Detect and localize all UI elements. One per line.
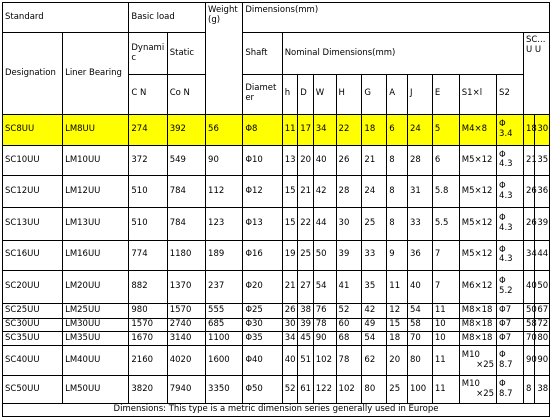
cell-K: 26 — [523, 208, 534, 240]
cell-W: 102 — [313, 345, 336, 375]
cell-h: 40 — [282, 345, 298, 375]
cell-E: 6 — [432, 145, 459, 175]
cell-A: 8 — [387, 176, 408, 208]
cell-A: 20 — [387, 345, 408, 375]
cell-A: 25 — [387, 376, 408, 404]
cell-bearing: LM30UU — [63, 318, 129, 332]
cell-static: 784 — [167, 208, 205, 240]
cell-s2-value: 4.3 — [499, 159, 513, 170]
header-col-6: J — [407, 74, 432, 114]
cell-D: 61 — [298, 376, 314, 404]
table-row — [3, 304, 550, 319]
cell-s1-length: ×25 — [476, 359, 495, 370]
cell-dynamic: 980 — [129, 304, 167, 319]
cell-shaft: Φ40 — [243, 345, 282, 375]
cell-static: 4020 — [167, 345, 205, 375]
cell-shaft: Φ25 — [243, 304, 282, 319]
cell-s1: M8×18 — [459, 304, 496, 319]
cell-W: 122 — [313, 376, 336, 404]
cell-s2-symbol: Φ — [499, 276, 506, 287]
cell-weight: 1600 — [206, 345, 243, 375]
table-row — [3, 270, 550, 303]
header-col-8: S1×l — [459, 74, 496, 114]
cell-E: 7 — [432, 270, 459, 303]
cell-G: 62 — [362, 345, 387, 375]
cell-static: 7940 — [167, 376, 205, 404]
cell-K: 50 — [523, 304, 534, 319]
cell-D: 21 — [298, 176, 314, 208]
header-liner-bearing: Liner Bearing — [63, 33, 129, 114]
cell-s2-symbol: Φ — [499, 118, 506, 129]
cell-H: 78 — [336, 345, 362, 375]
cell-L: 30 — [535, 114, 550, 145]
cell-h: 30 — [282, 318, 298, 332]
header-col-3: H — [336, 74, 362, 114]
cell-H: 30 — [336, 208, 362, 240]
cell-L: 39 — [535, 208, 550, 240]
cell-dynamic: 3820 — [129, 376, 167, 404]
cell-L: 35 — [535, 145, 550, 175]
cell-designation: SC10UU — [3, 145, 63, 175]
cell-s1: M5×12 — [459, 208, 496, 240]
cell-s1-size: M10 — [461, 379, 480, 390]
cell-W: 40 — [313, 145, 336, 175]
cell-J: 31 — [407, 176, 432, 208]
cell-K: 90 — [523, 345, 534, 375]
cell-D: 27 — [298, 270, 314, 303]
cell-L: 80 — [535, 332, 550, 346]
cell-E: 11 — [432, 304, 459, 319]
cell-shaft: Φ12 — [243, 176, 282, 208]
cell-shaft: Φ50 — [243, 376, 282, 404]
cell-shaft: Φ30 — [243, 318, 282, 332]
table-row — [3, 345, 550, 375]
cell-h: 19 — [282, 240, 298, 270]
header-standard: Standard — [3, 3, 129, 33]
cell-A: 11 — [387, 270, 408, 303]
cell-s2: Φ7 — [497, 318, 524, 332]
cell-s1: M8×18 — [459, 318, 496, 332]
cell-s2-symbol: Φ — [499, 149, 506, 160]
cell-designation: SC30UU — [3, 318, 63, 332]
cell-h: 13 — [282, 145, 298, 175]
cell-H: 26 — [336, 145, 362, 175]
cell-dynamic: 774 — [129, 240, 167, 270]
cell-D: 51 — [298, 345, 314, 375]
cell-bearing: LM12UU — [63, 176, 129, 208]
cell-K: 8 — [523, 376, 534, 404]
cell-s2-value: 4.3 — [499, 254, 513, 265]
cell-A: 8 — [387, 145, 408, 175]
table-row — [3, 176, 550, 208]
cell-h: 11 — [282, 114, 298, 145]
header-nominal-dimensions: Nominal Dimensions(mm) — [282, 33, 523, 75]
cell-shaft: Φ8 — [243, 114, 282, 145]
cell-H: 39 — [336, 240, 362, 270]
cell-h: 15 — [282, 208, 298, 240]
cell-H: 68 — [336, 332, 362, 346]
cell-h: 21 — [282, 270, 298, 303]
header-weight: Weight (g) — [206, 3, 243, 115]
cell-D: 22 — [298, 208, 314, 240]
cell-s2 — [497, 240, 524, 270]
header-static-unit: Co N — [167, 74, 205, 114]
cell-dynamic: 1670 — [129, 332, 167, 346]
cell-h: 15 — [282, 176, 298, 208]
cell-designation: SC35UU — [3, 332, 63, 346]
cell-G: 24 — [362, 176, 387, 208]
cell-L: 90 — [535, 345, 550, 375]
cell-K: 58 — [523, 318, 534, 332]
cell-s2 — [497, 345, 524, 375]
table-row — [3, 376, 550, 404]
cell-H: 60 — [336, 318, 362, 332]
cell-E: 10 — [432, 332, 459, 346]
cell-J: 28 — [407, 145, 432, 175]
cell-bearing: LM50UU — [63, 376, 129, 404]
cell-s2 — [497, 376, 524, 404]
header-shaft: Shaft — [243, 33, 282, 75]
cell-L: 72 — [535, 318, 550, 332]
cell-G: 35 — [362, 270, 387, 303]
cell-weight: 1100 — [206, 332, 243, 346]
cell-E: 11 — [432, 376, 459, 404]
cell-dynamic: 1570 — [129, 318, 167, 332]
cell-J: 24 — [407, 114, 432, 145]
header-col-5: A — [387, 74, 408, 114]
cell-G: 80 — [362, 376, 387, 404]
cell-s1: M6×12 — [459, 270, 496, 303]
cell-s2 — [497, 145, 524, 175]
cell-s2 — [497, 270, 524, 303]
cell-s2-symbol: Φ — [499, 379, 506, 390]
cell-J: 33 — [407, 208, 432, 240]
cell-A: 12 — [387, 304, 408, 319]
cell-A: 15 — [387, 318, 408, 332]
cell-s2-value: 5.2 — [499, 286, 513, 297]
table-row — [3, 318, 550, 332]
cell-D: 45 — [298, 332, 314, 346]
cell-J: 100 — [407, 376, 432, 404]
cell-W: 54 — [313, 270, 336, 303]
cell-s2 — [497, 114, 524, 145]
table-row — [3, 145, 550, 175]
cell-W: 42 — [313, 176, 336, 208]
header-col-1: D — [298, 74, 314, 114]
table-row — [3, 332, 550, 346]
cell-A: 9 — [387, 240, 408, 270]
cell-dynamic: 2160 — [129, 345, 167, 375]
cell-dynamic: 882 — [129, 270, 167, 303]
cell-H: 22 — [336, 114, 362, 145]
cell-designation: SC16UU — [3, 240, 63, 270]
cell-A: 8 — [387, 208, 408, 240]
cell-J: 40 — [407, 270, 432, 303]
cell-E: 11 — [432, 345, 459, 375]
cell-dynamic: 274 — [129, 114, 167, 145]
cell-shaft: Φ13 — [243, 208, 282, 240]
cell-h: 26 — [282, 304, 298, 319]
cell-J: 70 — [407, 332, 432, 346]
cell-static: 3140 — [167, 332, 205, 346]
cell-shaft: Φ16 — [243, 240, 282, 270]
cell-K: 18 — [523, 114, 534, 145]
cell-s2-symbol: Φ — [499, 349, 506, 360]
cell-D: 17 — [298, 114, 314, 145]
cell-K: 40 — [523, 270, 534, 303]
cell-designation: SC20UU — [3, 270, 63, 303]
cell-bearing: LM20UU — [63, 270, 129, 303]
cell-K: 21 — [523, 145, 534, 175]
cell-static: 1370 — [167, 270, 205, 303]
footer-note: Dimensions: This type is a metric dimension series generally used in Europe — [3, 404, 550, 417]
cell-L: 38 — [535, 376, 550, 404]
cell-weight: 3350 — [206, 376, 243, 404]
header-static: Static — [167, 33, 205, 75]
cell-H: 41 — [336, 270, 362, 303]
header-col-0: h — [282, 74, 298, 114]
cell-bearing: LM35UU — [63, 332, 129, 346]
cell-L: 50 — [535, 270, 550, 303]
spec-table — [2, 2, 550, 417]
cell-G: 25 — [362, 208, 387, 240]
cell-G: 18 — [362, 114, 387, 145]
cell-s1 — [459, 345, 496, 375]
cell-H: 28 — [336, 176, 362, 208]
cell-s2-value: 4.3 — [499, 223, 513, 234]
cell-s2: Φ7 — [497, 304, 524, 319]
cell-s1: M5×12 — [459, 145, 496, 175]
cell-shaft: Φ35 — [243, 332, 282, 346]
cell-W: 90 — [313, 332, 336, 346]
cell-L: 44 — [535, 240, 550, 270]
cell-s2-symbol: Φ — [499, 244, 506, 255]
cell-bearing: LM40UU — [63, 345, 129, 375]
cell-s2 — [497, 208, 524, 240]
cell-shaft: Φ10 — [243, 145, 282, 175]
cell-s2-symbol: Φ — [499, 213, 506, 224]
cell-s2-symbol: Φ — [499, 180, 506, 191]
cell-W: 76 — [313, 304, 336, 319]
cell-D: 39 — [298, 318, 314, 332]
cell-h: 52 — [282, 376, 298, 404]
cell-G: 54 — [362, 332, 387, 346]
cell-designation: SC50UU — [3, 376, 63, 404]
cell-bearing: LM25UU — [63, 304, 129, 319]
cell-designation: SC12UU — [3, 176, 63, 208]
cell-weight: 56 — [206, 114, 243, 145]
cell-s2-value: 4.3 — [499, 190, 513, 201]
cell-s2 — [497, 176, 524, 208]
cell-dynamic: 510 — [129, 208, 167, 240]
cell-E: 5 — [432, 114, 459, 145]
cell-h: 34 — [282, 332, 298, 346]
cell-D: 38 — [298, 304, 314, 319]
cell-D: 20 — [298, 145, 314, 175]
cell-s1-size: M10 — [461, 349, 480, 360]
cell-s1: M8×18 — [459, 332, 496, 346]
footer-row — [3, 404, 550, 417]
cell-s2: Φ7 — [497, 332, 524, 346]
cell-G: 49 — [362, 318, 387, 332]
cell-weight: 189 — [206, 240, 243, 270]
cell-weight: 555 — [206, 304, 243, 319]
cell-static: 392 — [167, 114, 205, 145]
cell-J: 54 — [407, 304, 432, 319]
cell-s1: M5×12 — [459, 240, 496, 270]
cell-bearing: LM8UU — [63, 114, 129, 145]
cell-designation: SC13UU — [3, 208, 63, 240]
cell-s2-value: 8.7 — [499, 359, 513, 370]
cell-s1: M4×8 — [459, 114, 496, 145]
header-col-9: S2 — [497, 74, 524, 114]
cell-bearing: LM10UU — [63, 145, 129, 175]
cell-W: 50 — [313, 240, 336, 270]
cell-static: 1570 — [167, 304, 205, 319]
cell-bearing: LM13UU — [63, 208, 129, 240]
cell-K: 26 — [523, 176, 534, 208]
header-col-2: W — [313, 74, 336, 114]
cell-s1-length: ×25 — [476, 388, 495, 399]
cell-weight: 237 — [206, 270, 243, 303]
cell-L: 67 — [535, 304, 550, 319]
cell-E: 10 — [432, 318, 459, 332]
cell-static: 549 — [167, 145, 205, 175]
cell-E: 5.8 — [432, 176, 459, 208]
cell-static: 1180 — [167, 240, 205, 270]
header-row-2 — [3, 33, 550, 75]
cell-static: 784 — [167, 176, 205, 208]
cell-static: 2740 — [167, 318, 205, 332]
cell-weight: 112 — [206, 176, 243, 208]
cell-D: 25 — [298, 240, 314, 270]
cell-L: 36 — [535, 176, 550, 208]
cell-A: 18 — [387, 332, 408, 346]
header-designation: Designation — [3, 33, 63, 114]
cell-s1 — [459, 376, 496, 404]
cell-E: 5.5 — [432, 208, 459, 240]
cell-J: 80 — [407, 345, 432, 375]
cell-s2-value: 3.4 — [499, 128, 513, 139]
cell-W: 44 — [313, 208, 336, 240]
cell-W: 34 — [313, 114, 336, 145]
header-scu: SC...U U — [523, 33, 549, 114]
cell-K: 70 — [523, 332, 534, 346]
cell-A: 6 — [387, 114, 408, 145]
header-col-4: G — [362, 74, 387, 114]
cell-J: 58 — [407, 318, 432, 332]
cell-weight: 685 — [206, 318, 243, 332]
cell-shaft: Φ20 — [243, 270, 282, 303]
header-diameter: Diameter — [243, 74, 282, 114]
header-dimensions: Dimensions(mm) — [243, 3, 550, 33]
cell-s2-value: 8.7 — [499, 388, 513, 399]
cell-designation: SC40UU — [3, 345, 63, 375]
cell-designation: SC25UU — [3, 304, 63, 319]
cell-H: 102 — [336, 376, 362, 404]
cell-weight: 90 — [206, 145, 243, 175]
header-basic-load: Basic load — [129, 3, 206, 33]
cell-weight: 123 — [206, 208, 243, 240]
cell-dynamic: 510 — [129, 176, 167, 208]
cell-H: 52 — [336, 304, 362, 319]
cell-G: 21 — [362, 145, 387, 175]
cell-s1: M5×12 — [459, 176, 496, 208]
cell-dynamic: 372 — [129, 145, 167, 175]
cell-J: 36 — [407, 240, 432, 270]
table-row — [3, 114, 550, 145]
header-dynamic: Dynamic — [129, 33, 167, 75]
header-col-7: E — [432, 74, 459, 114]
cell-E: 7 — [432, 240, 459, 270]
table-row — [3, 240, 550, 270]
cell-designation: SC8UU — [3, 114, 63, 145]
table-row — [3, 208, 550, 240]
cell-G: 33 — [362, 240, 387, 270]
header-row-1 — [3, 3, 550, 33]
header-dynamic-unit: C N — [129, 74, 167, 114]
cell-bearing: LM16UU — [63, 240, 129, 270]
cell-K: 34 — [523, 240, 534, 270]
cell-W: 78 — [313, 318, 336, 332]
cell-G: 42 — [362, 304, 387, 319]
